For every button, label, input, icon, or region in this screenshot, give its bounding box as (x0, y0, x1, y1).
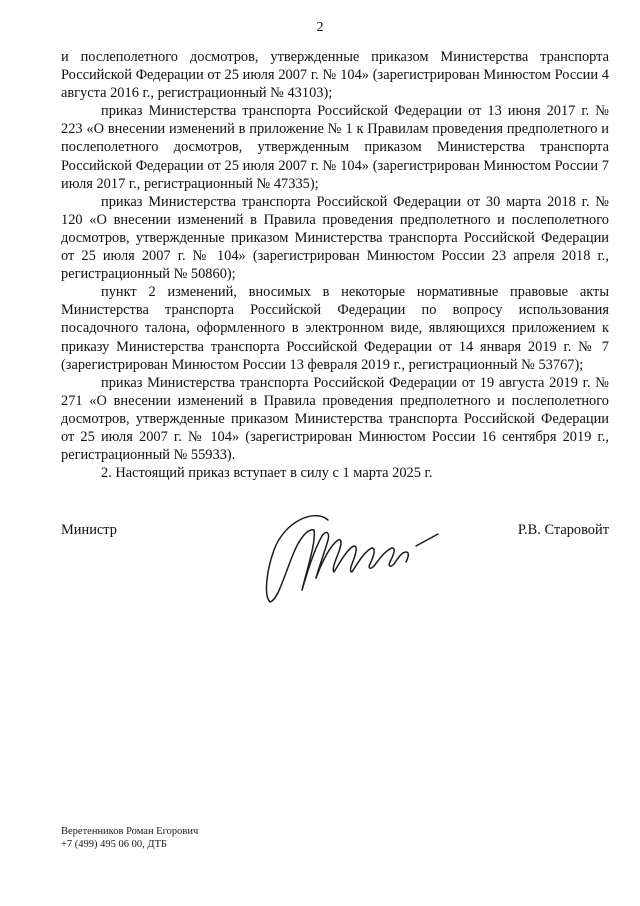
signatory-position: Министр (61, 522, 117, 538)
page-number: 2 (316, 20, 324, 35)
paragraph-2: приказ Министерства транспорта Российской Федерации от 13 июня 2017 г. № 223 «О внесении изменений в приложение № 1 к Правилам проведения предполетного и послеполетного досмотров, утвержденным приказом Министерства транспорта Российской Федерации от 25 июля 2007 г. № 104» (зарегистрирован Минюстом России 7 июля 2017 г., регистрационный № 47335); (61, 103, 609, 192)
executor-contact: +7 (499) 495 06 00, ДТБ (61, 839, 168, 850)
handwritten-signature (262, 506, 442, 606)
signatory-name: Р.В. Старовойт (517, 522, 609, 538)
executor-block (61, 825, 198, 851)
paragraph-1: и послеполетного досмотров, утвержденные приказом Министерства транспорта Российской Федерации от 25 июля 2007 г. № 104» (зарегистрирован Минюстом России 4 августа 2016 г., регистрационный № 43103); (61, 49, 609, 102)
paragraph-5: приказ Министерства транспорта Российской Федерации от 19 августа 2019 г. № 271 «О внесении изменений в Правила проведения предполетного и послеполетного досмотров, утвержденные приказом Министерства транспорта Российской Федерации от 25 июля 2007 г. № 104» (зарегистрирован Минюстом России 16 сентября 2019 г., регистрационный № 55933). (61, 374, 609, 464)
paragraph-4: пункт 2 изменений, вносимых в некоторые нормативные правовые акты Министерства транспорта Российской Федерации по вопросу использования посадочного талона, оформленного в электронном виде, являющихся приложением к приказу Министерства транспорта Российской Федерации от 14 января 2019 г. № 7 (зарегистрирован Минюстом России 13 февраля 2019 г., регистрационный № 53767); (61, 284, 609, 373)
paragraph-6-effective-date: 2. Настоящий приказ вступает в силу с 1 марта 2025 г. (101, 465, 433, 482)
executor-name: Веретенников Роман Егорович (61, 826, 199, 837)
paragraph-3: приказ Министерства транспорта Российской Федерации от 30 марта 2018 г. № 120 «О внесении изменений в Правила проведения предполетного и послеполетного досмотров, утвержденные приказом Министерства транспорта Российской Федерации от 25 июля 2007 г. № 104» (зарегистрирован Минюстом России 23 апреля 2018 г., регистрационный № 50860); (61, 193, 609, 283)
body-text (61, 48, 609, 482)
